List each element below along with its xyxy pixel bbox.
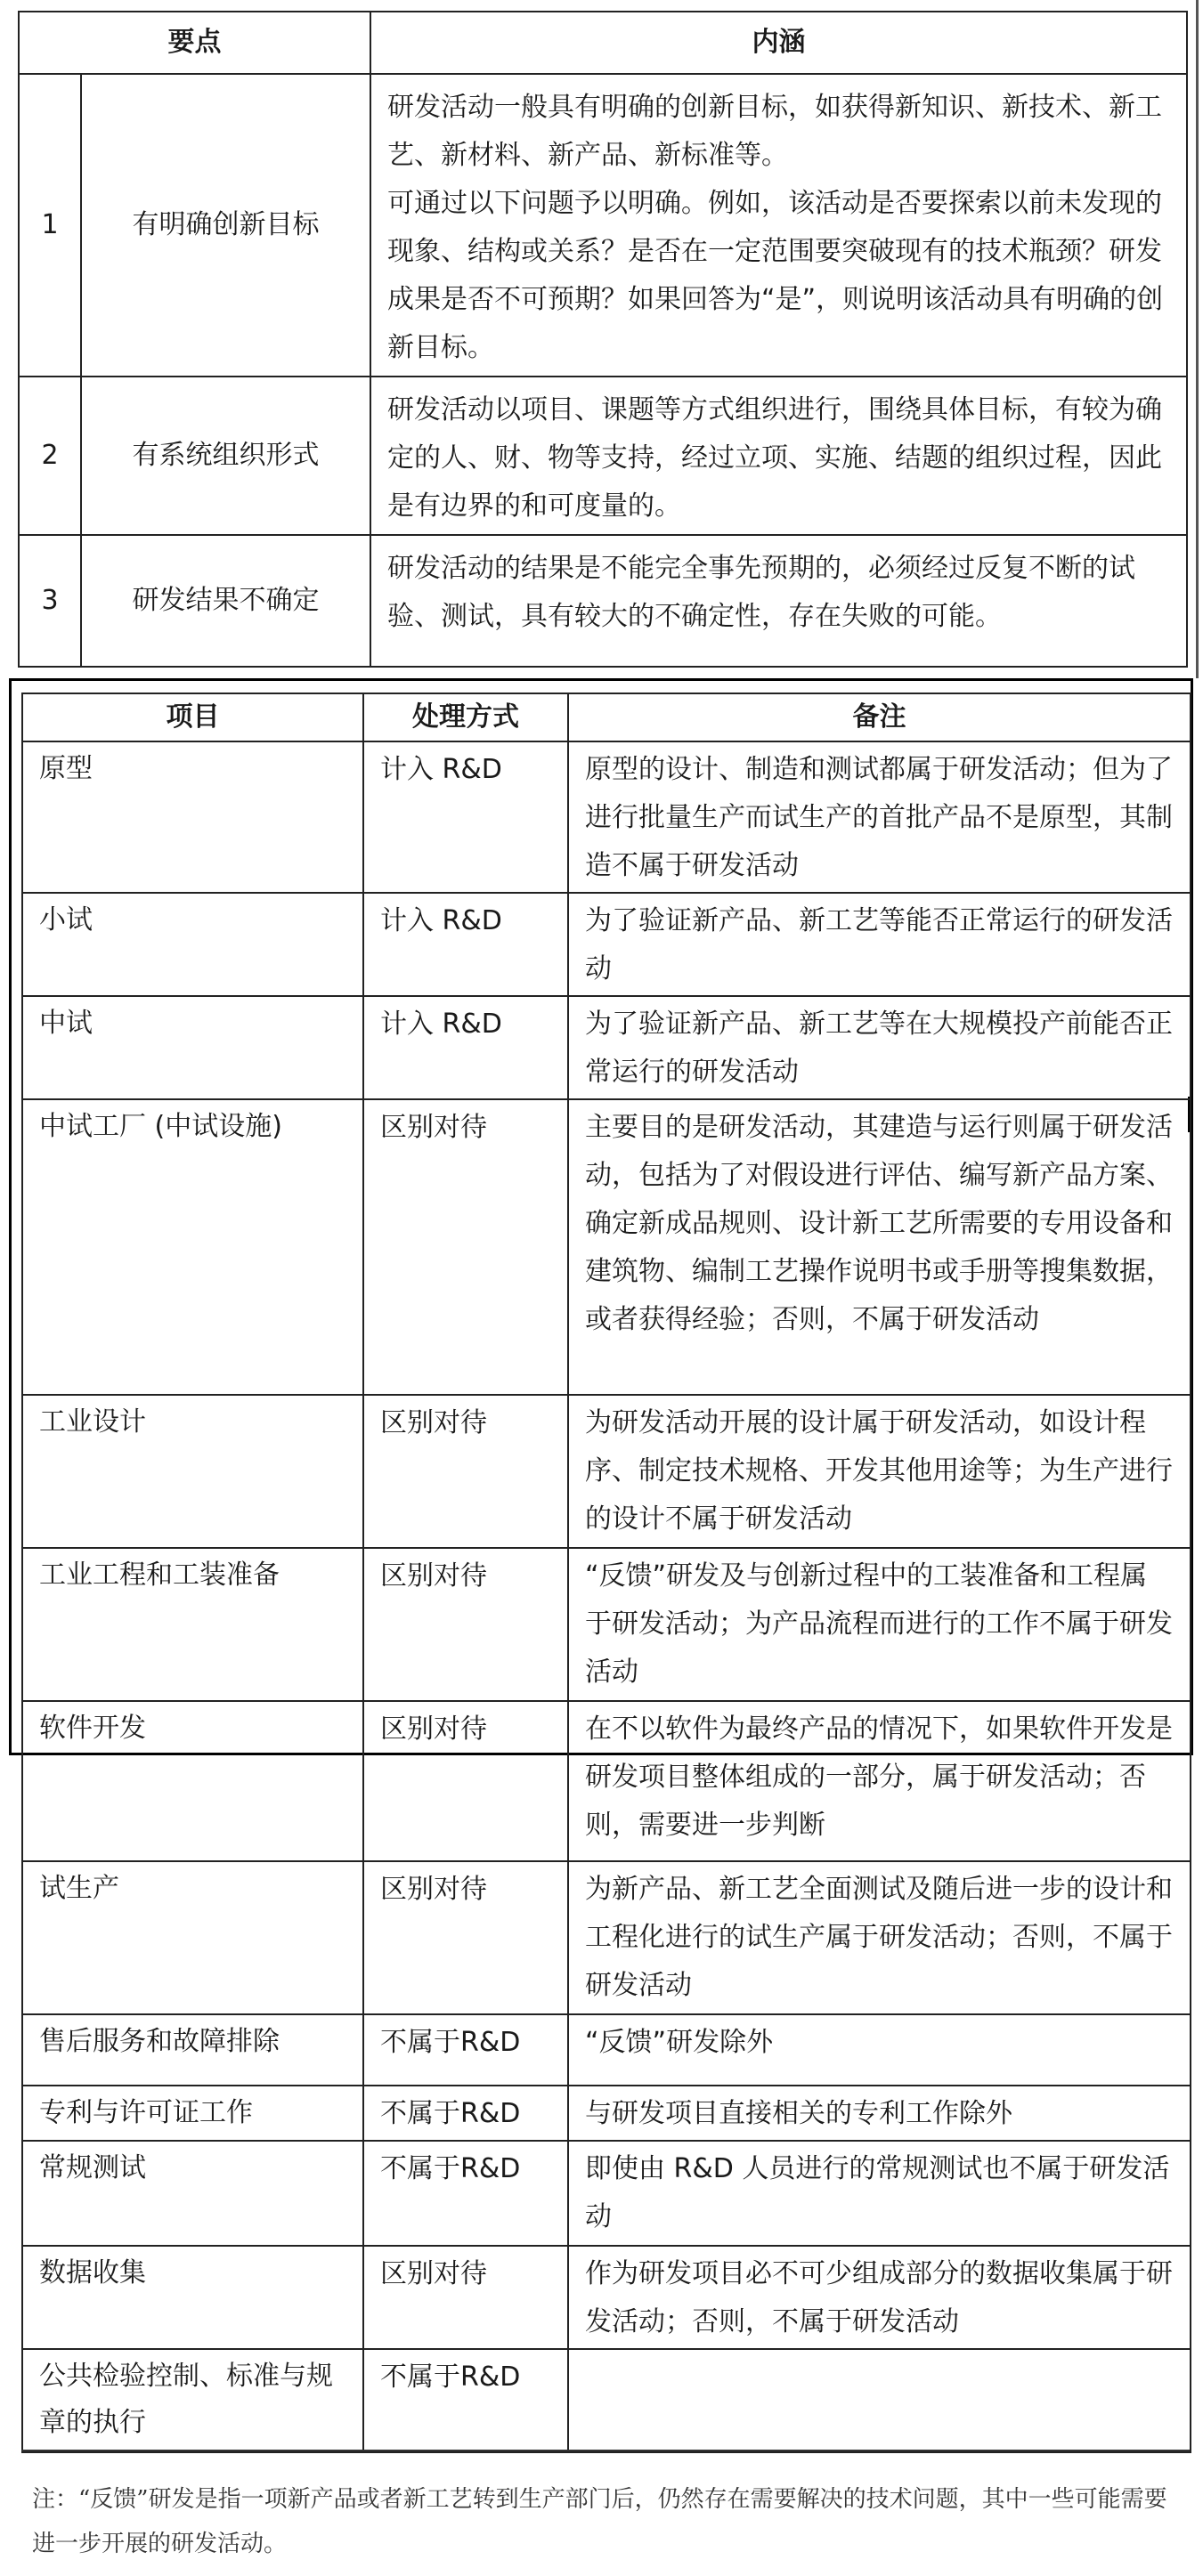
method-cell: 区别对待 (363, 1395, 568, 1548)
method-cell: 计入 R&D (363, 741, 568, 893)
table-row (22, 2141, 1191, 2246)
row-number: 1 (19, 74, 81, 377)
table-row (22, 2086, 1191, 2141)
divider (21, 2450, 1190, 2451)
note-cell: 即使由 R&D 人员进行的常规测试也不属于研发活动 (568, 2141, 1191, 2246)
meaning-text: 研发活动的结果是不能完全事先预期的，必须经过反复不断的试验、测试，具有较大的不确定性，存在失败的可能。 (387, 553, 1135, 632)
method-cell: 区别对待 (363, 1099, 568, 1395)
item-cell: 公共检验控制、标准与规章的执行 (22, 2349, 363, 2452)
method-cell: 不属于R&D (363, 2014, 568, 2086)
key-point: 研发结果不确定 (81, 535, 370, 667)
header-method: 处理方式 (363, 693, 568, 741)
note-cell: 在不以软件为最终产品的情况下，如果软件开发是研发项目整体组成的一部分，属于研发活动；否则，需要进一步判断 (568, 1701, 1191, 1861)
item-cell: 中试 (22, 996, 363, 1099)
meaning-text: 可通过以下问题予以明确。例如，该活动是否要探索以前未发现的现象、结构或关系？是否在一定范围要突破现有的技术瓶颈？研发成果是否不可预期？如果回答为“是”，则说明该活动具有明确的创新目标。 (387, 188, 1164, 363)
item-cell: 中试工厂 (中试设施) (22, 1099, 363, 1395)
item-cell: 数据收集 (22, 2246, 363, 2349)
note-cell: “反馈”研发及与创新过程中的工装准备和工程属于研发活动；为产品流程而进行的工作不属于研发活动 (568, 1548, 1191, 1701)
item-cell: 工业设计 (22, 1395, 363, 1548)
header-meaning: 内涵 (370, 12, 1187, 74)
method-cell: 不属于R&D (363, 2349, 568, 2452)
method-cell: 计入 R&D (363, 996, 568, 1099)
note-cell: 原型的设计、制造和测试都属于研发活动；但为了进行批量生产而试生产的首批产品不是原型，其制造不属于研发活动 (568, 741, 1191, 893)
row-number: 3 (19, 535, 81, 667)
note-cell: 作为研发项目必不可少组成部分的数据收集属于研发活动；否则，不属于研发活动 (568, 2246, 1191, 2349)
item-cell: 售后服务和故障排除 (22, 2014, 363, 2086)
rd-activity-table (21, 693, 1191, 2453)
note-cell: 为了验证新产品、新工艺等能否正常运行的研发活动 (568, 893, 1191, 996)
table-row (22, 996, 1191, 1099)
header-item: 项目 (22, 693, 363, 741)
note-cell: 为新产品、新工艺全面测试及随后进一步的设计和工程化进行的试生产属于研发活动；否则，不属于研发活动 (568, 1861, 1191, 2014)
table-row (19, 377, 1187, 535)
header-note: 备注 (568, 693, 1191, 741)
item-cell: 工业工程和工装准备 (22, 1548, 363, 1701)
table-row (22, 1395, 1191, 1548)
header-key-point: 要点 (19, 12, 370, 74)
note-cell: 为了验证新产品、新工艺等在大规模投产前能否正常运行的研发活动 (568, 996, 1191, 1099)
table-row (22, 1099, 1191, 1395)
table-row (22, 1701, 1191, 1861)
table-row (22, 2246, 1191, 2349)
method-cell: 区别对待 (363, 1861, 568, 2014)
table-row (19, 74, 1187, 377)
table-row (22, 741, 1191, 893)
method-cell: 区别对待 (363, 2246, 568, 2349)
method-cell: 区别对待 (363, 1701, 568, 1861)
note-cell (568, 2349, 1191, 2452)
table-row (22, 1548, 1191, 1701)
item-cell: 软件开发 (22, 1701, 363, 1861)
method-cell: 区别对待 (363, 1548, 568, 1701)
note-cell: 为研发活动开展的设计属于研发活动，如设计程序、制定技术规格、开发其他用途等；为生产进行的设计不属于研发活动 (568, 1395, 1191, 1548)
method-cell: 不属于R&D (363, 2086, 568, 2141)
method-cell: 不属于R&D (363, 2141, 568, 2246)
rd-criteria-table (18, 11, 1188, 668)
meaning-cell (370, 74, 1187, 377)
table-row (22, 2349, 1191, 2452)
table-row (22, 2014, 1191, 2086)
key-point: 有系统组织形式 (81, 377, 370, 535)
meaning-text: 研发活动一般具有明确的创新目标，如获得新知识、新技术、新工艺、新材料、新产品、新标准等。 (387, 92, 1162, 171)
item-cell: 原型 (22, 741, 363, 893)
note-cell: 与研发项目直接相关的专利工作除外 (568, 2086, 1191, 2141)
item-cell: 常规测试 (22, 2141, 363, 2246)
note-cell: 主要目的是研发活动，其建造与运行则属于研发活动，包括为了对假设进行评估、编写新产品方案、确定新成品规则、设计新工艺所需要的专用设备和建筑物、编制工艺操作说明书或手册等搜集数据，或者获得经验；否则，不属于研发活动 (568, 1099, 1191, 1395)
meaning-text: 研发活动以项目、课题等方式组织进行，围绕具体目标，有较为确定的人、财、物等支持，经过立项、实施、结题的组织过程，因此是有边界的和可度量的。 (387, 394, 1162, 522)
table-row (19, 535, 1187, 667)
table-row (22, 893, 1191, 996)
table-row (22, 1861, 1191, 2014)
item-cell: 小试 (22, 893, 363, 996)
note-cell: “反馈”研发除外 (568, 2014, 1191, 2086)
method-cell: 计入 R&D (363, 893, 568, 996)
footnote: 注：“反馈”研发是指一项新产品或者新工艺转到生产部门后，仍然存在需要解决的技术问题，其中一些可能需要进一步开展的研发活动。 (32, 2486, 1167, 2557)
item-cell: 专利与许可证工作 (22, 2086, 363, 2141)
key-point: 有明确创新目标 (81, 74, 370, 377)
meaning-cell (370, 377, 1187, 535)
meaning-cell (370, 535, 1187, 667)
row-number: 2 (19, 377, 81, 535)
item-cell: 试生产 (22, 1861, 363, 2014)
